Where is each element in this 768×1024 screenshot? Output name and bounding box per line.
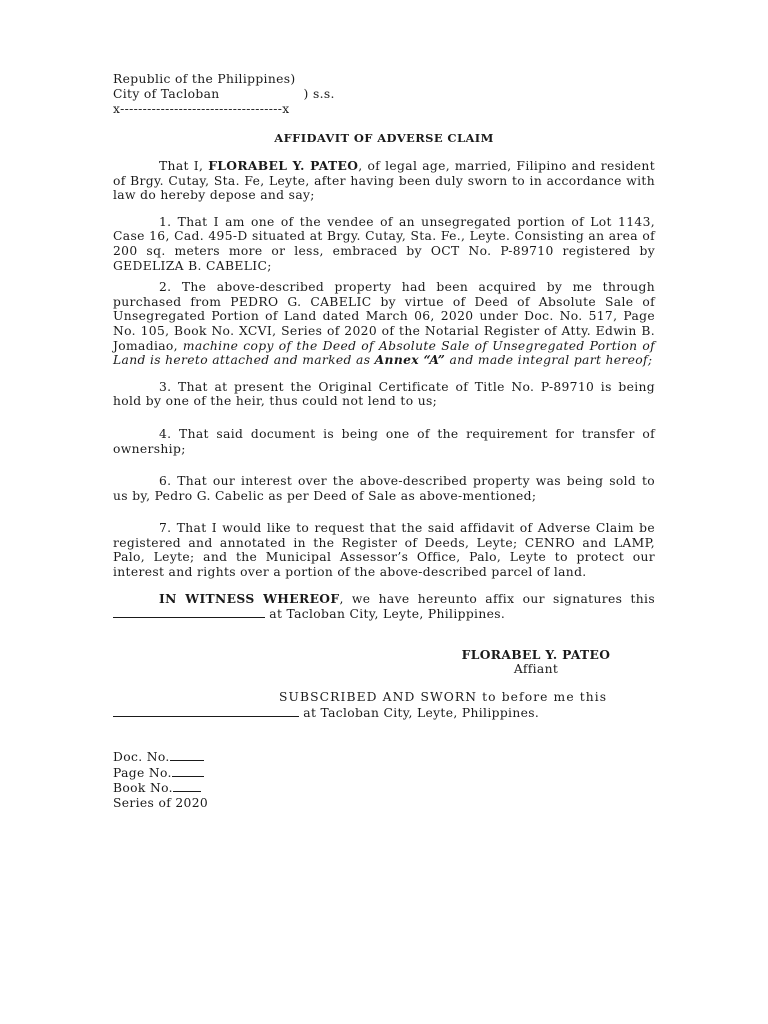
- date-blank-witness: [113, 606, 265, 618]
- witness-lead: IN WITNESS WHEREOF: [159, 590, 340, 606]
- intro-pre: That I,: [159, 159, 209, 173]
- document-title: AFFIDAVIT OF ADVERSE CLAIM: [274, 131, 494, 145]
- date-blank-jurat: [113, 705, 299, 717]
- paragraph-1: 1. That I am one of the vendee of an unsegregated portion of Lot 1143, Case 16, Cad. 495-D situated at Brgy. Cutay, Sta. Fe., Leyte. Consisting an area of 200 sq. meters more or less, embraced by OCT No. P-89710 registered by GEDELIZA B. CABELIC;: [113, 214, 655, 273]
- annex-label: Annex “A”: [374, 352, 446, 368]
- affiant-name-inline: FLORABEL Y. PATEO: [208, 158, 359, 173]
- affiant-name: FLORABEL Y. PATEO: [461, 646, 611, 662]
- page-no-blank: [172, 765, 204, 777]
- paragraph-6: 6. That our interest over the above-described property was being sold to us by, Pedro G. Cabelic as per Deed of Sale as above-mentioned;: [113, 474, 655, 503]
- jurat-line-1: SUBSCRIBED AND SWORN to before me this: [279, 690, 608, 705]
- doc-no-label: Doc. No.: [113, 750, 170, 765]
- paragraph-2-tail: and made integral part hereof;: [445, 353, 653, 368]
- paragraph-2: [113, 280, 655, 368]
- book-no-line: [113, 780, 655, 796]
- venue-caption: [113, 72, 655, 117]
- witness-paragraph: [113, 592, 655, 622]
- witness-place: at Tacloban City, Leyte, Philippines.: [265, 607, 506, 622]
- paragraph-2-text: 2. The above-described property had been acquired by me through purchased from PEDRO G. CABELIC by virtue of Deed of Absolute Sale of Unsegregated Portion of Land dated March 06, 2020 under Doc. No. 517, Page No. 105, Book No. XCVI, Series of 2020 of the Notarial Register of Atty. Edwin B. Jomadiao,: [113, 280, 655, 353]
- signature-block: [441, 648, 631, 677]
- book-no-blank: [173, 780, 201, 792]
- doc-no-blank: [170, 749, 204, 761]
- affiant-role: Affiant: [513, 662, 559, 677]
- notarial-register: [113, 749, 655, 810]
- jurat-line-2: [113, 705, 655, 721]
- jurat-place: at Tacloban City, Leyte, Philippines.: [299, 705, 540, 720]
- caption-republic: Republic of the Philippines): [113, 72, 296, 86]
- paragraph-3: 3. That at present the Original Certificate of Title No. P-89710 is being hold by one of the heir, thus could not lend to us;: [113, 379, 655, 409]
- book-no-label: Book No.: [113, 781, 173, 796]
- series-line: Series of 2020: [113, 795, 209, 810]
- intro-post: , of legal age, married, Filipino and resident of Brgy. Cutay, Sta. Fe, Leyte, after having been duly sworn to in accordance with law do hereby depose and say;: [113, 159, 655, 203]
- affidavit-page: [113, 72, 655, 810]
- witness-rest: , we have hereunto affix our signatures this: [339, 591, 655, 606]
- intro-paragraph: [113, 159, 655, 203]
- caption-city: [113, 87, 655, 102]
- paragraph-7: 7. That I would like to request that the said affidavit of Adverse Claim be registered and annotated in the Register of Deeds, Leyte; CENRO and LAMP, Palo, Leyte; and the Municipal Assessor’s Office, Palo, Leyte to protect our interest and rights over a portion of the above-described parcel of land.: [113, 521, 655, 580]
- paragraph-4: 4. That said document is being one of the requirement for transfer of ownership;: [113, 426, 655, 456]
- page-no-label: Page No.: [113, 765, 172, 780]
- caption-city-label: City of Tacloban: [113, 87, 220, 101]
- caption-divider: x------------------------------------x: [113, 102, 290, 116]
- paragraph-2-italic: machine copy of the Deed of Absolute Sale of Unsegregated Portion of Land is hereto attached and marked as: [113, 338, 655, 368]
- page-no-line: [113, 765, 655, 781]
- doc-no-line: [113, 749, 655, 765]
- caption-ss: ) s.s.: [303, 87, 335, 101]
